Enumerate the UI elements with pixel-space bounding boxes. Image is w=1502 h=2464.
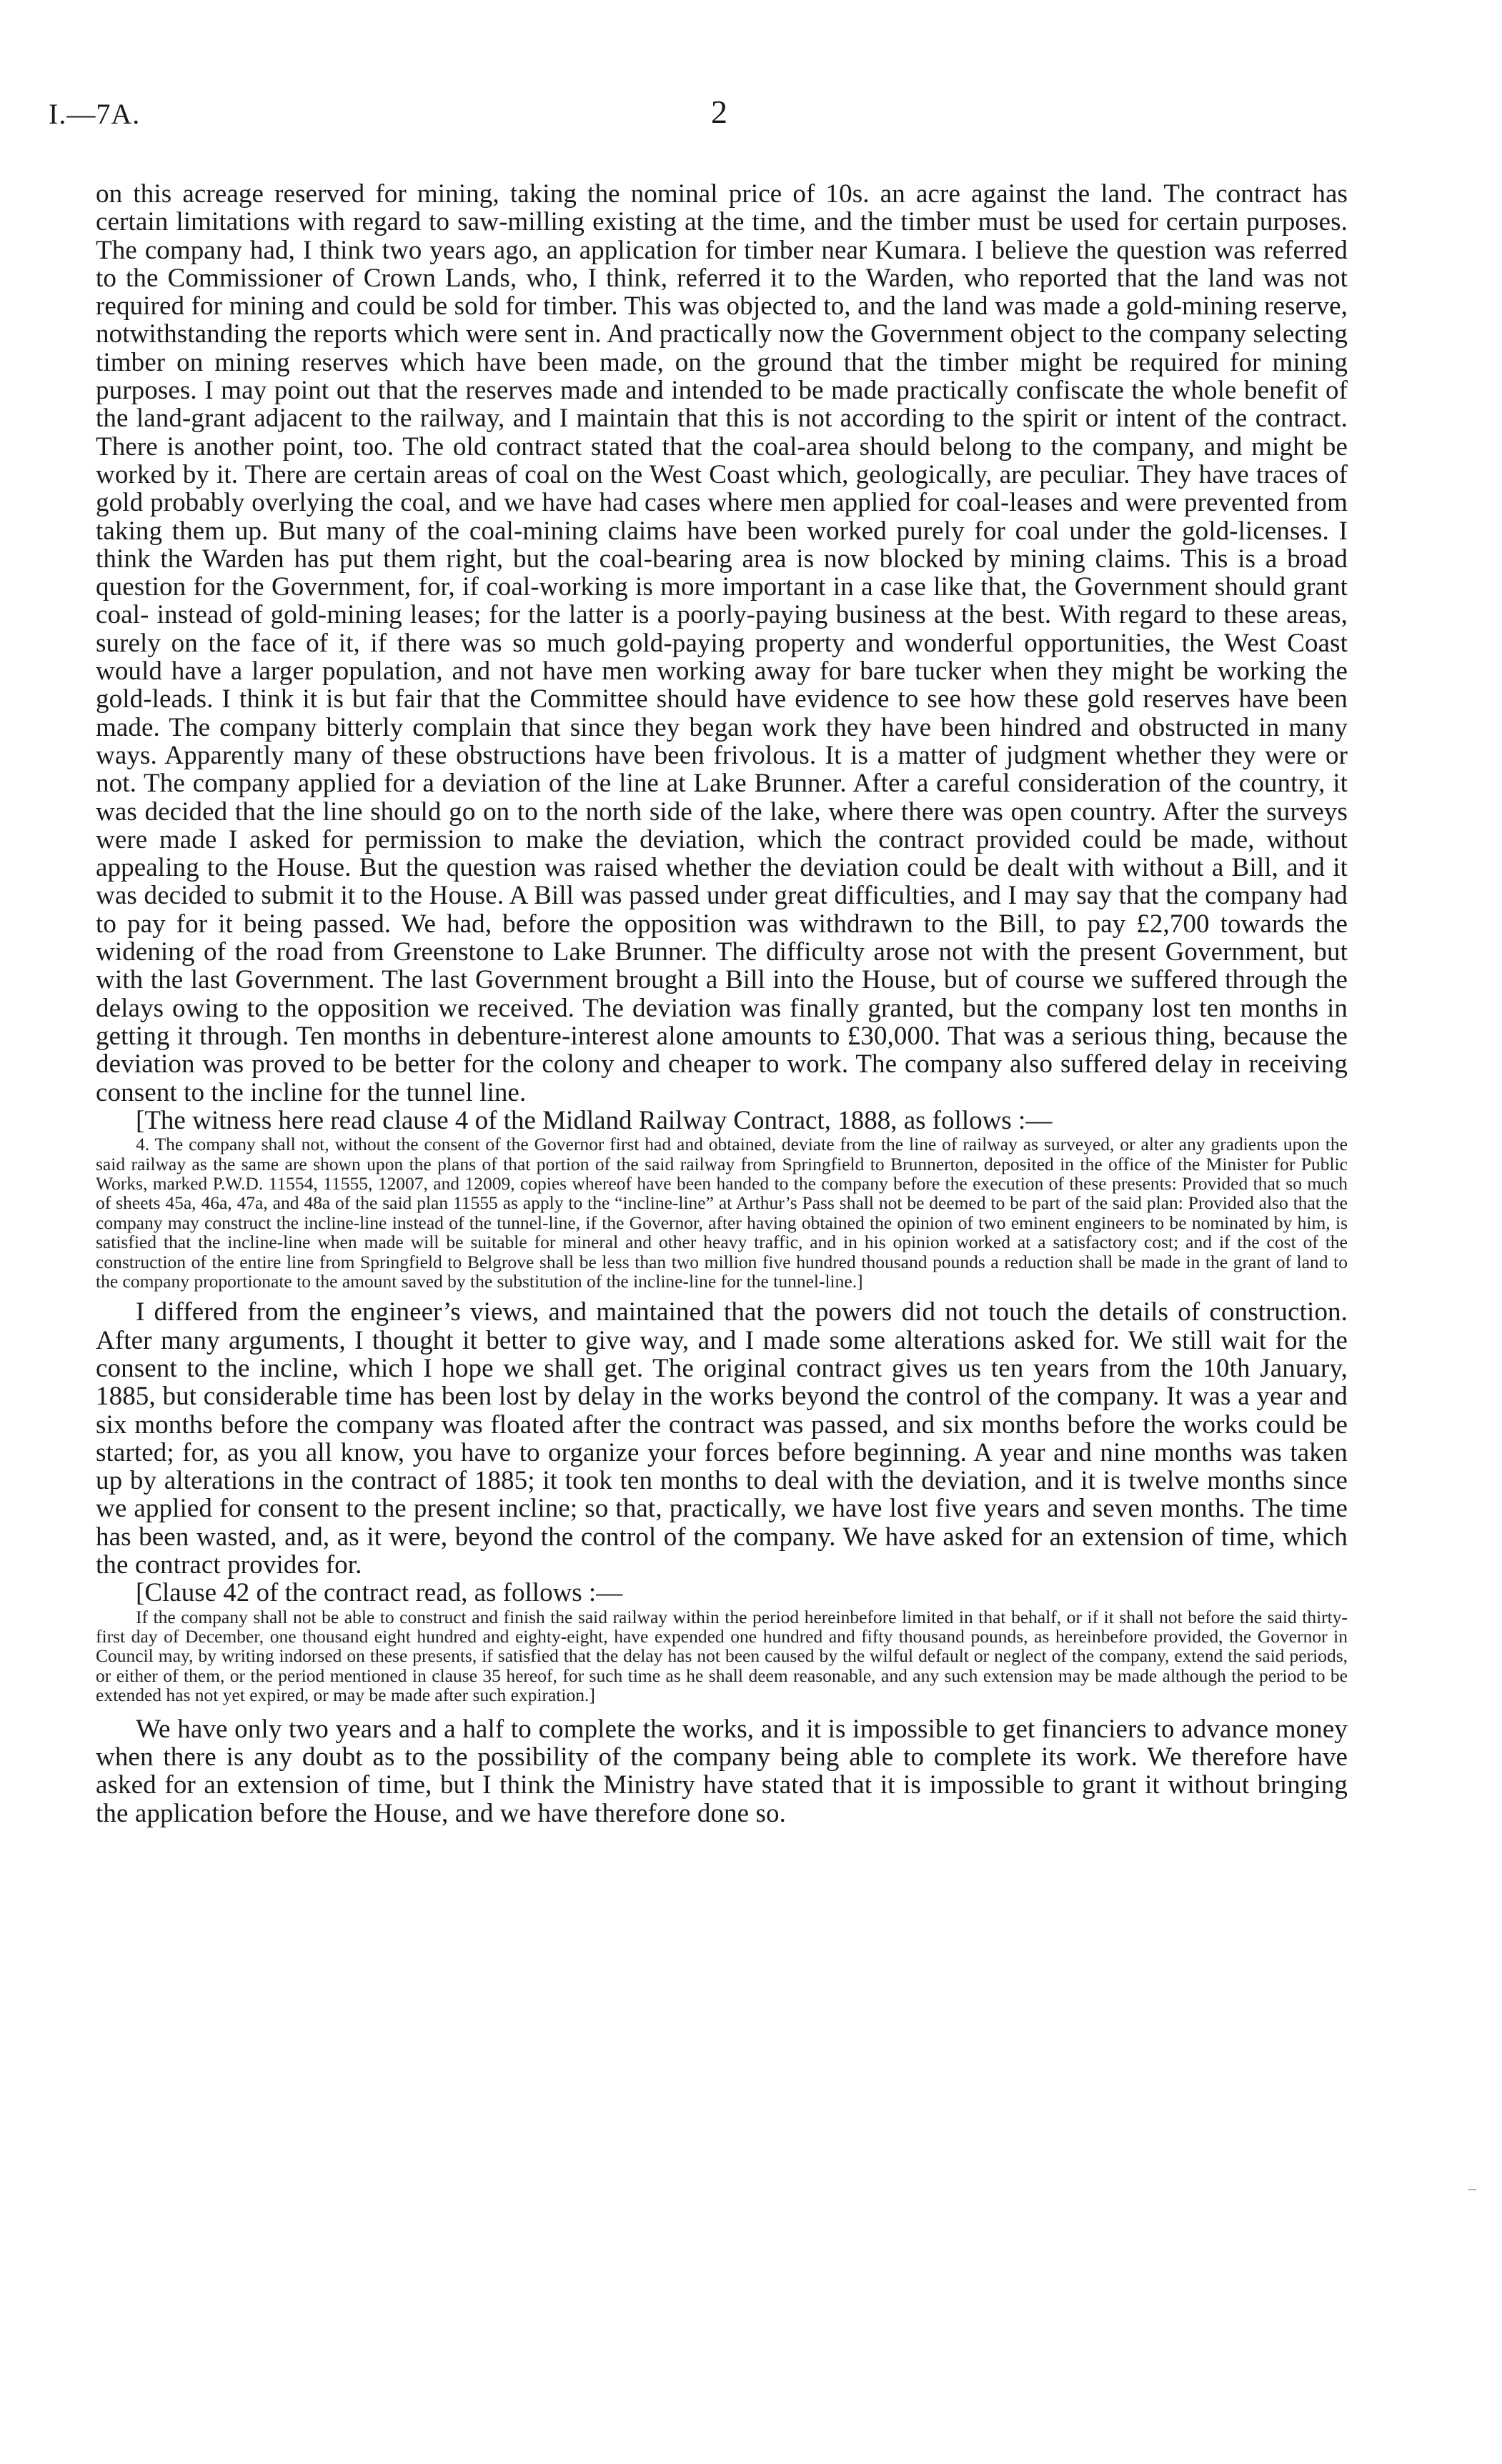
quoted-clause-4: 4. The company shall not, without the consent of the Governor first had and obtained, deviate from the line of railway as surveyed, or alter any gradients upon the said railway as the same are shown upon the plans of that portion of the said railway from Springfield to Brunnerton, deposited in the office of the Minister for Public Works, marked P.W.D. 11554, 11555, 12007, and 12009, copies whereof have been handed to the company before the execution of these presents: Provided that so much of sheets 45a, 46a, 47a, and 48a of the said plan 11555 as apply to the “incline-line” at Arthur’s Pass shall not be deemed to be part of the said plan: Provided also that the company may construct the incline-line instead of the tunnel-line, if the Governor, after having obtained the opinion of two eminent engineers to be nominated by him, is satisfied that the incline-line when made will be suitable for mineral and other heavy traffic, and in his opinion worked at a satisfactory cost; and if the cost of the construction of the entire line from Springfield to Belgrove shall be less than two million five hundred thousand pounds a reduction shall be made in the grant of land to the company proportionate to the amount saved by the substitution of the incline-line for the tunnel-line.] — [96, 1134, 1348, 1292]
page-number: 2 — [711, 94, 727, 130]
spacer — [96, 1705, 1348, 1715]
quoted-clause-42: If the company shall not be able to construct and finish the said railway within the period hereinbefore limited in that behalf, or if it shall not before the said thirty-first day of December, one thousand eight hundred and eighty-eight, have expended one hundred and fifty thousand pounds, as hereinbefore provided, the Governor in Council may, by writing indorsed on these presents, if satisfied that the delay has not been caused by the wilful default or neglect of the company, extend the said periods, or either of them, or the period mentioned in clause 35 hereof, for such time as he shall deem reasonable, and any such extension may be made although the period to be extended has not yet expired, or may be made after such expiration.] — [96, 1606, 1348, 1706]
paragraph-extension-of-time: We have only two years and a half to complete the works, and it is impossible to get financiers to advance money when there is any doubt as to the possibility of the company being able to complete its work. We therefore have asked for an extension of time, but I think the Ministry have stated that it is impossible to grant it without bringing the application before the House, and we have therefore done so. — [96, 1714, 1348, 1828]
page-body — [96, 180, 1348, 1827]
editorial-note-clause-42: [Clause 42 of the contract read, as follows :— — [136, 1578, 623, 1608]
editorial-note-clause-4: [The witness here read clause 4 of the Midland Railway Contract, 1888, as follows :— — [136, 1105, 1053, 1135]
paragraph-evidence-continued: on this acreage reserved for mining, taking the nominal price of 10s. an acre against the land. The contract has certain limitations with regard to saw-milling existing at the time, and the timber must be used for certain purposes. The company had, I think two years ago, an application for timber near Kumara. I believe the question was referred to the Commissioner of Crown Lands, who, I think, referred it to the Warden, who reported that the land was not required for mining and could be sold for timber. This was objected to, and the land was made a gold-mining reserve, notwithstanding the reports which were sent in. And practically now the Government object to the company selecting timber on mining reserves which have been made, on the ground that the timber might be required for mining purposes. I may point out that the reserves made and intended to be made practically confiscate the whole benefit of the land-grant adjacent to the railway, and I maintain that this is not according to the spirit or intent of the contract. There is another point, too. The old contract stated that the coal-area should belong to the company, and might be worked by it. There are certain areas of coal on the West Coast which, geologically, are peculiar. They have traces of gold probably overlying the coal, and we have had cases where men applied for coal-leases and were prevented from taking them up. But many of the coal-mining claims have been worked purely for coal under the gold-licenses. I think the Warden has put them right, but the coal-bearing area is now blocked by mining claims. This is a broad question for the Government, for, if coal-working is more important in a case like that, the Government should grant coal- instead of gold-mining leases; for the latter is a poorly-paying business at the best. With regard to these areas, surely on the face of it, if there was so much gold-paying property and wonderful opportunities, the West Coast would have a larger population, and not have men working away for bare tucker when they might be working the gold-leads. I think it is but fair that the Committee should have evidence to see how these gold reserves have been made. The company bitterly complain that since they began work they have been hindred and obstructed in many ways. Apparently many of these obstructions have been frivolous. It is a matter of judgment whether they were or not. The company applied for a deviation of the line at Lake Brunner. After a careful consideration of the country, it was decided that the line should go on to the north side of the lake, where there was open country. After the surveys were made I asked for permission to make the deviation, which the contract provided could be made, without appealing to the House. But the question was raised whether the deviation could be dealt with without a Bill, and it was decided to submit it to the House. A Bill was passed under great difficulties, and I may say that the company had to pay for it being passed. We had, before the opposition was withdrawn to the Bill, to pay £2,700 towards the widening of the road from Greenstone to Lake Brunner. The difficulty arose not with the present Government, but with the last Government. The last Government brought a Bill into the House, but of course we suffered through the delays owing to the opposition we received. The deviation was finally granted, but the company lost ten months in getting it through. Ten months in debenture-interest alone amounts to £30,000. That was a serious thing, because the deviation was proved to be better for the colony and cheaper to work. The company also suffered delay in receiving consent to the incline for the tunnel line. — [96, 179, 1348, 1107]
paragraph-engineer-views: I differed from the engineer’s views, and maintained that the powers did not touch the details of construction. After many arguments, I thought it better to give way, and I made some alterations asked for. We still wait for the consent to the incline, which I hope we shall get. The original contract gives us ten years from the 10th January, 1885, but considerable time has been lost by delay in the works beyond the control of the company. It was a year and six months before the company was floated after the contract was passed, and six months before the works could be started; for, as you all know, you have to organize your forces before beginning. A year and nine months was taken up by alterations in the contract of 1885; it took ten months to deal with the deviation, and it is twelve months since we applied for consent to the present incline; so that, practically, we have lost five years and seven months. The time has been wasted, and, as it were, beyond the control of the company. We have asked for an extension of time, which the contract provides for. — [96, 1297, 1348, 1580]
page-header — [0, 84, 1502, 134]
parliamentary-paper-reference: I.—7A. — [49, 98, 141, 130]
margin-mark: – — [1468, 2179, 1476, 2197]
